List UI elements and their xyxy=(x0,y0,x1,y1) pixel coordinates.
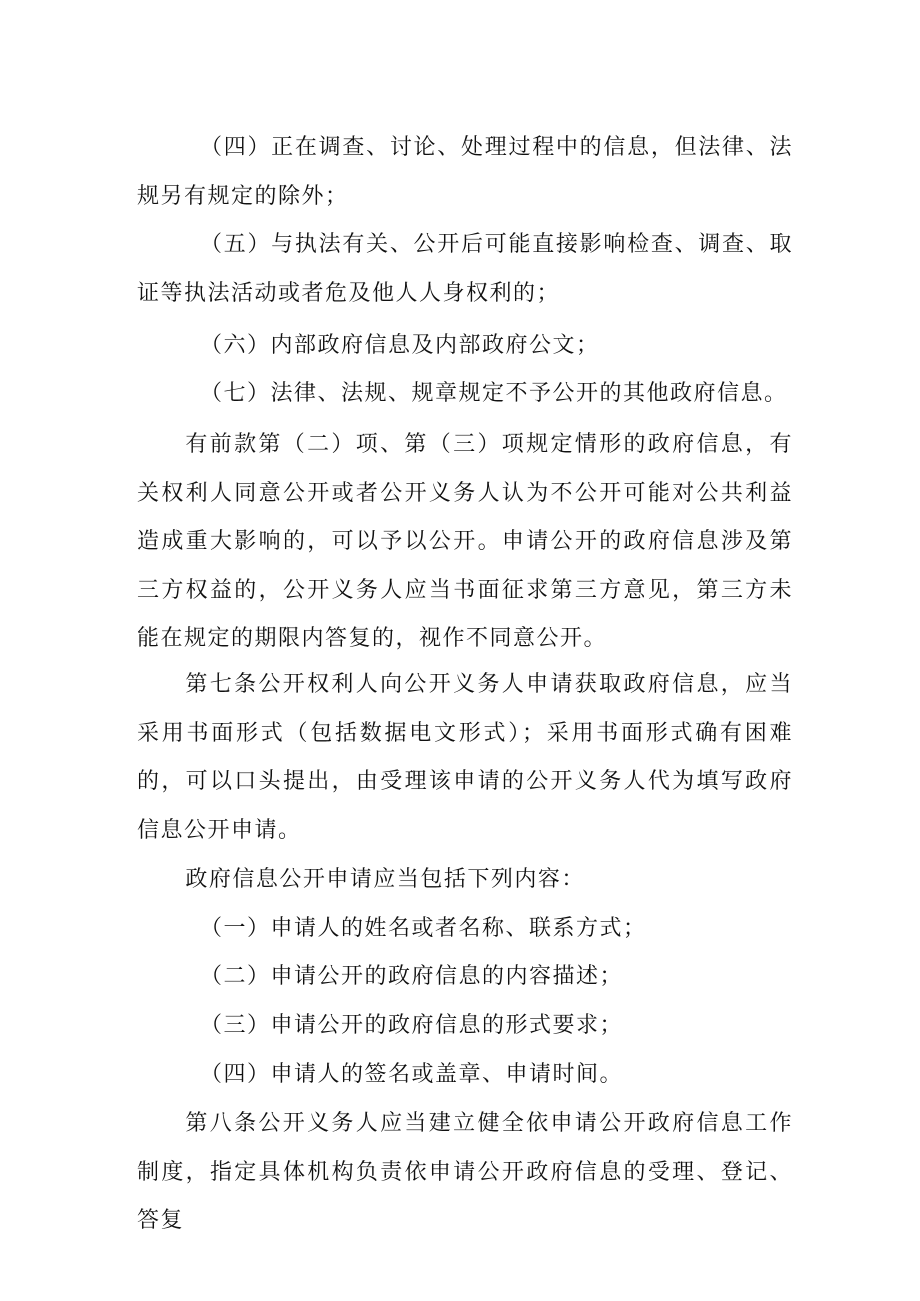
list-item-content-description: （二）申请公开的政府信息的内容描述； xyxy=(200,964,624,989)
paragraph-application-contents: 政府信息公开申请应当包括下列内容： xyxy=(185,867,585,892)
list-item-format-requirement: （三）申请公开的政府信息的形式要求； xyxy=(200,1013,624,1038)
clause-item-5-law-enforcement: （五）与执法有关、公开后可能直接影响检查、调查、取证等执法活动或者危及他人人身权利的； xyxy=(137,232,793,306)
list-item-applicant-name: （一）申请人的姓名或者名称、联系方式； xyxy=(200,916,647,941)
paragraph-article-8: 第八条公开义务人应当建立健全依申请公开政府信息工作制度，指定具体机构负责依申请公开政府信息的受理、登记、答复 xyxy=(137,1111,793,1233)
paragraph-third-party-consent: 有前款第（二）项、第（三）项规定情形的政府信息，有关权利人同意公开或者公开义务人认为不公开可能对公共利益造成重大影响的，可以予以公开。申请公开的政府信息涉及第三方权益的，公开义务人应当书面征求第三方意见，第三方未能在规定的期限内答复的，视作不同意公开。 xyxy=(137,432,793,651)
clause-item-7-other-info: （七）法律、法规、规章规定不予公开的其他政府信息。 xyxy=(200,381,788,406)
clause-item-6-internal-info: （六）内部政府信息及内部政府公文； xyxy=(200,333,600,358)
paragraph-article-7: 第七条公开权利人向公开义务人申请获取政府信息，应当采用书面形式（包括数据电文形式）；采用书面形式确有困难的，可以口头提出，由受理该申请的公开义务人代为填写政府信息公开申请。 xyxy=(137,672,793,843)
clause-item-4-exceptions: （四）正在调查、讨论、处理过程中的信息，但法律、法规另有规定的除外； xyxy=(137,135,793,209)
list-item-signature-time: （四）申请人的签名或盖章、申请时间。 xyxy=(200,1062,624,1087)
